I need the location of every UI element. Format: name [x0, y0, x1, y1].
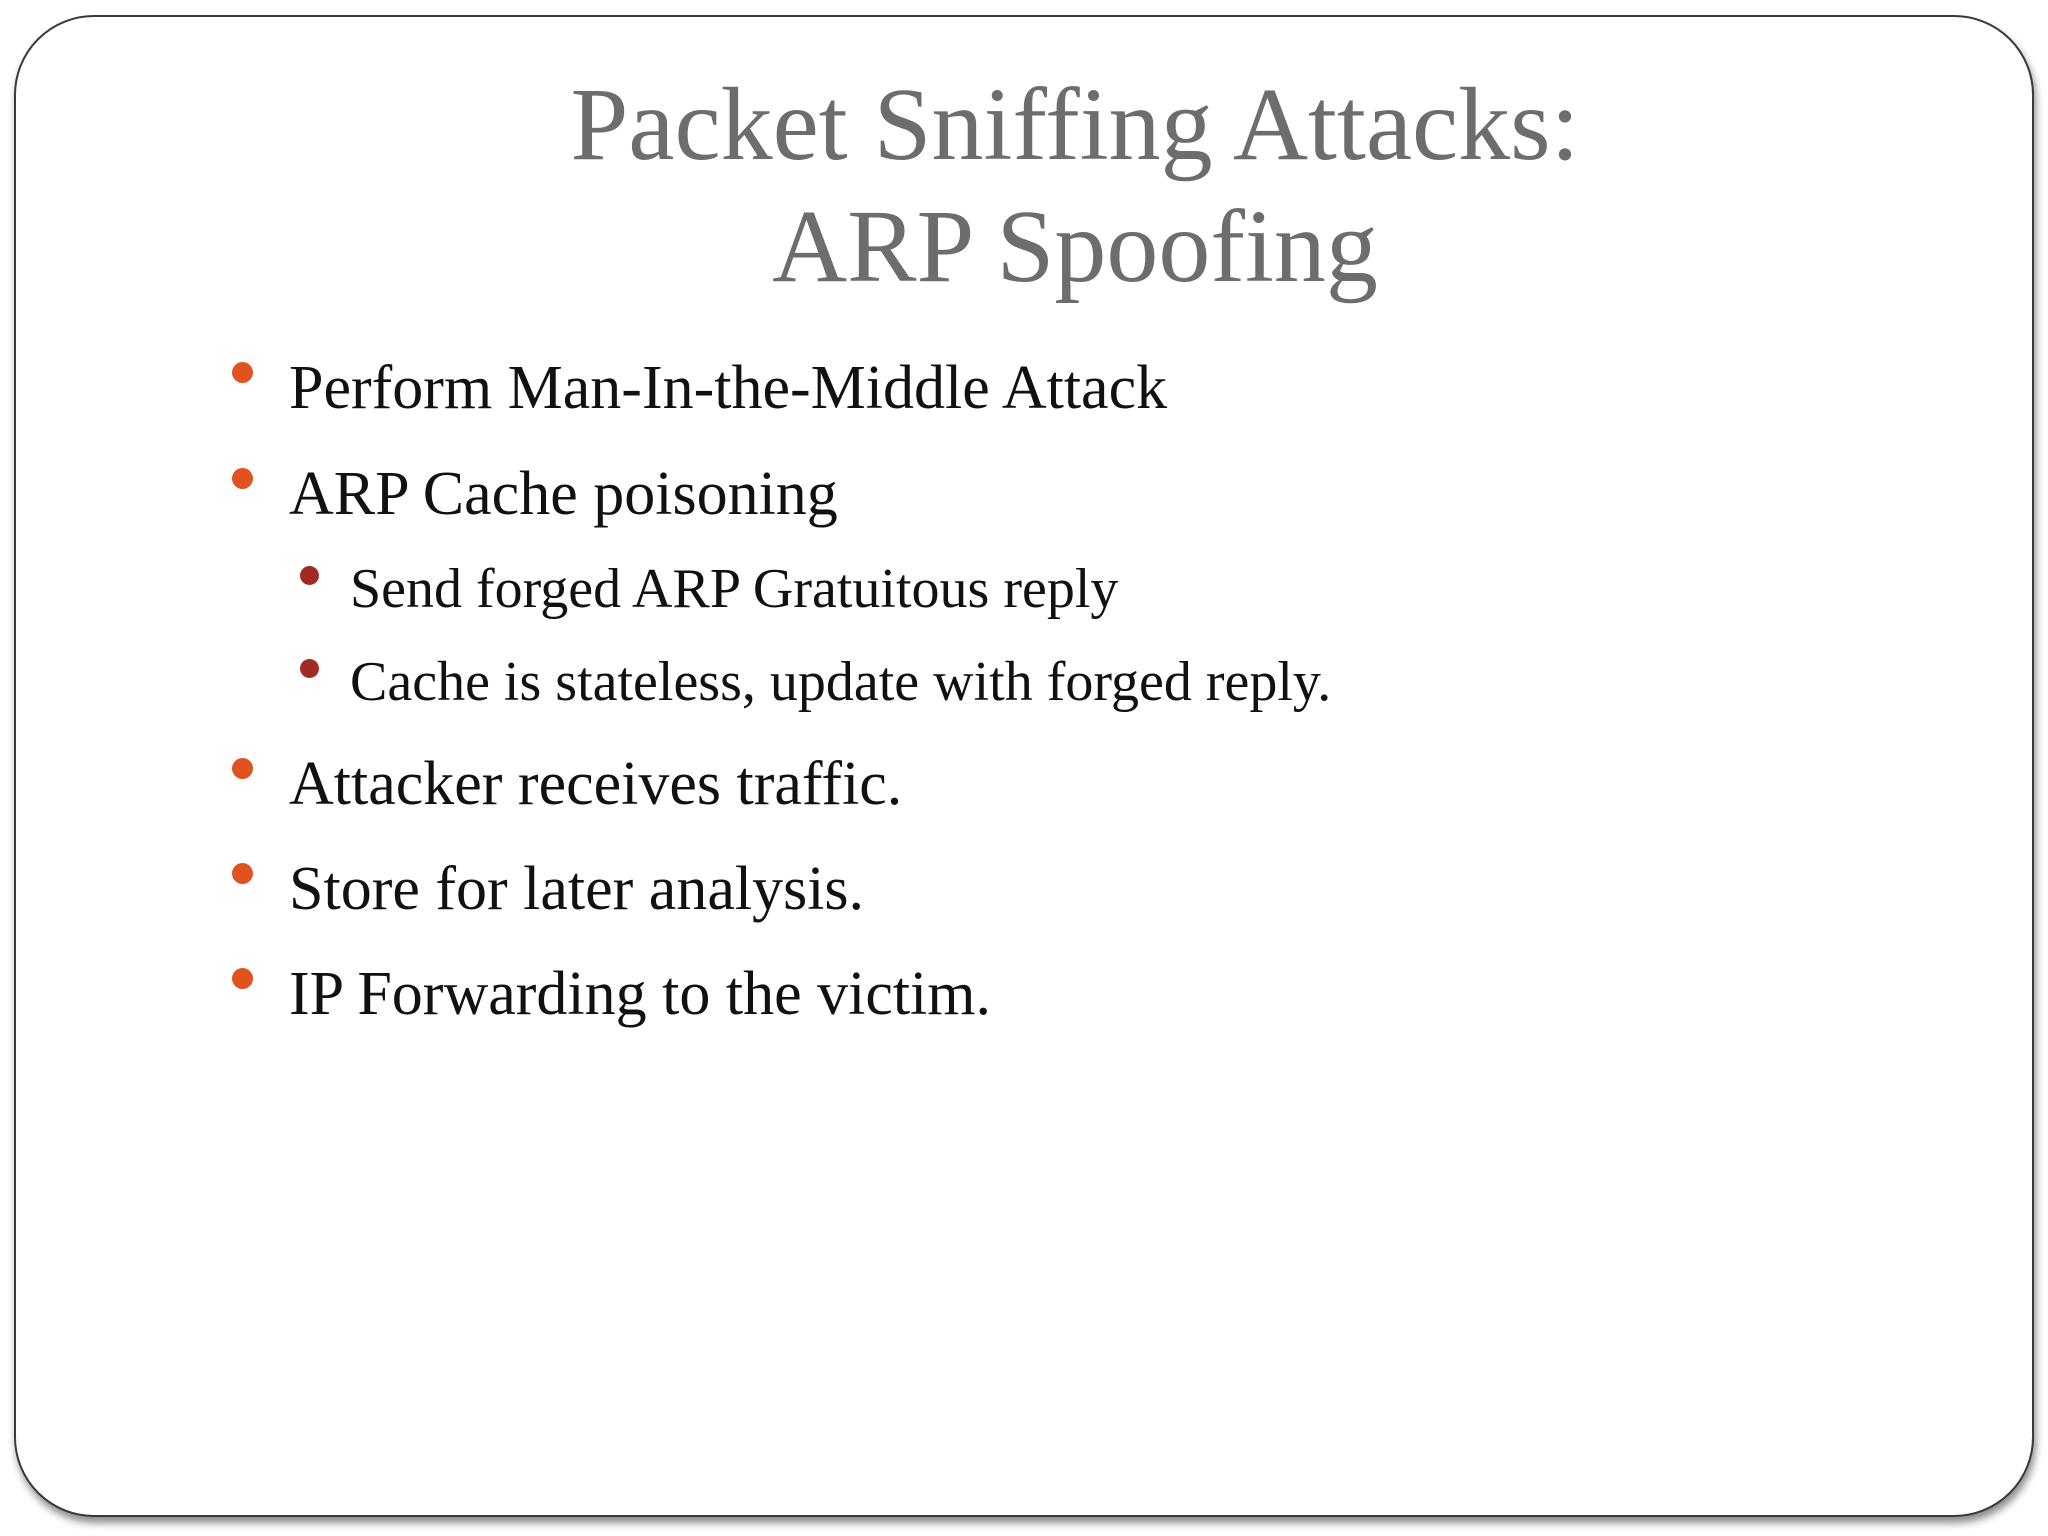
bullet-item: [289, 748, 902, 820]
bullet-dot-icon: [232, 468, 253, 489]
bullet-item: [289, 958, 991, 1030]
bullet-text: Perform Man-In-the-Middle Attack: [289, 354, 1168, 422]
sub-bullet-text: Send forged ARP Gratuitous reply: [350, 558, 1119, 620]
bullet-dot-icon: [232, 362, 253, 383]
slide-title-line-1: Packet Sniffing Attacks:: [570, 67, 1580, 182]
bullet-dot-icon: [232, 863, 253, 884]
sub-bullet-dot-icon: [300, 566, 319, 585]
bullet-text: IP Forwarding to the victim.: [289, 960, 992, 1028]
sub-bullet-item: [350, 649, 1331, 715]
bullet-item: [289, 853, 864, 925]
bullet-dot-icon: [232, 968, 253, 989]
slide-title-line-2: ARP Spoofing: [772, 189, 1378, 304]
bullet-dot-icon: [232, 758, 253, 779]
bullet-text: Attacker receives traffic.: [289, 750, 903, 818]
bullet-item: [289, 458, 838, 530]
bullet-item: [289, 352, 1167, 424]
sub-bullet-text: Cache is stateless, update with forged reply.: [350, 651, 1332, 713]
sub-bullet-dot-icon: [300, 659, 319, 678]
bullet-text: Store for later analysis.: [289, 855, 865, 923]
sub-bullet-item: [350, 556, 1118, 622]
bullet-text: ARP Cache poisoning: [289, 460, 838, 528]
